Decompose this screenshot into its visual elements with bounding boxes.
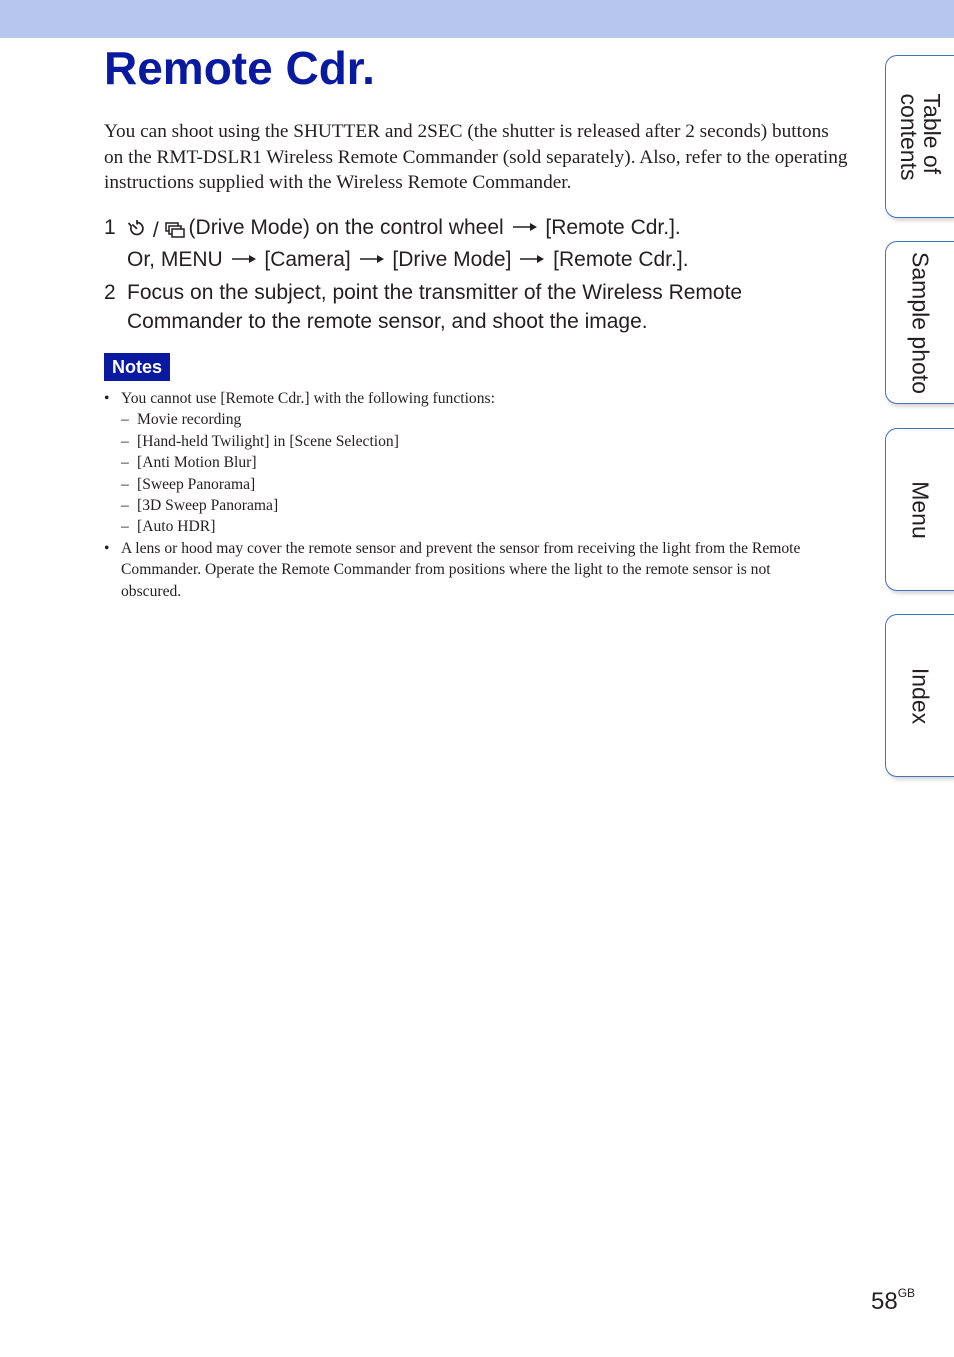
page-number-suffix: GB: [897, 1286, 916, 1300]
note-subitem: – [Auto HDR]: [121, 516, 832, 537]
note-text: You cannot use [Remote Cdr.] with the following functions:: [121, 390, 495, 407]
note-text: A lens or hood may cover the remote sensor and prevent the sensor from receiving the light from the Remote Commander. Operate the Remote Commander from positions where the light to the remote sensor is not obscured.: [121, 539, 801, 600]
step-number: 1: [104, 216, 116, 239]
dash: –: [121, 497, 129, 515]
dash: –: [121, 432, 129, 450]
tab-index[interactable]: [885, 614, 954, 777]
step-2-text: Focus on the subject, point the transmitter of the Wireless Remote Commander to the remote sensor, and shoot the image.: [127, 281, 743, 333]
right-arrow-icon: [359, 254, 385, 264]
dash: –: [121, 411, 129, 429]
dash: –: [121, 518, 129, 536]
step-1-line-2: [127, 245, 824, 274]
note-subitem: – [Sweep Panorama]: [121, 474, 832, 495]
note-subitem: – [Hand-held Twilight] in [Scene Selection]: [121, 431, 832, 452]
right-arrow-icon: [519, 254, 545, 264]
page-number-value: 58: [871, 1288, 898, 1315]
note-item: [104, 538, 832, 602]
step-1-text: (Drive Mode) on the control wheel: [188, 216, 504, 239]
tab-menu[interactable]: [885, 428, 954, 591]
self-timer-icon: [127, 218, 147, 238]
menu-path-part: [Camera]: [264, 248, 351, 271]
step-2: [104, 278, 824, 336]
icon-separator: /: [152, 219, 159, 242]
tab-table-of-contents[interactable]: [885, 55, 954, 218]
tab-label: Sample photo: [907, 251, 934, 394]
right-arrow-icon: [512, 222, 538, 232]
dash: –: [121, 475, 129, 493]
continuous-shooting-icon: [165, 220, 185, 238]
notes-list: [104, 388, 832, 602]
notes-badge: Notes: [104, 353, 170, 381]
note-subitem: – [Anti Motion Blur]: [121, 452, 832, 473]
note-subitem: – [3D Sweep Panorama]: [121, 495, 832, 516]
menu-path-part: [Drive Mode]: [392, 248, 512, 271]
bullet: •: [104, 390, 110, 407]
step-1-line-1: [127, 213, 824, 245]
tab-label: Index: [907, 667, 934, 724]
intro-paragraph: You can shoot using the SHUTTER and 2SEC (the shutter is released after 2 seconds) buttons on the RMT-DSLR1 Wireless Remote Commander (sold separately). Also, refer to the operating instructions supplied with the Wireless Remote Commander.: [104, 121, 848, 193]
page-title: Remote Cdr.: [104, 42, 375, 94]
step-1: [104, 213, 824, 274]
page-number: [871, 1279, 915, 1316]
bullet: •: [104, 539, 110, 557]
menu-path-part: [Remote Cdr.].: [553, 248, 689, 271]
header-band: [0, 0, 954, 38]
step-number: 2: [104, 281, 116, 304]
drive-mode-icons: [127, 216, 185, 245]
menu-path-part: Or, MENU: [127, 248, 223, 271]
dash: –: [121, 454, 129, 472]
note-item: [104, 388, 832, 538]
tab-label: Table of contents: [896, 93, 945, 180]
tab-sample-photo[interactable]: [885, 241, 954, 404]
tab-label: Menu: [907, 480, 934, 539]
right-arrow-icon: [231, 254, 257, 264]
step-1-target: [Remote Cdr.].: [545, 216, 681, 239]
note-subitem: – Movie recording: [121, 409, 832, 430]
